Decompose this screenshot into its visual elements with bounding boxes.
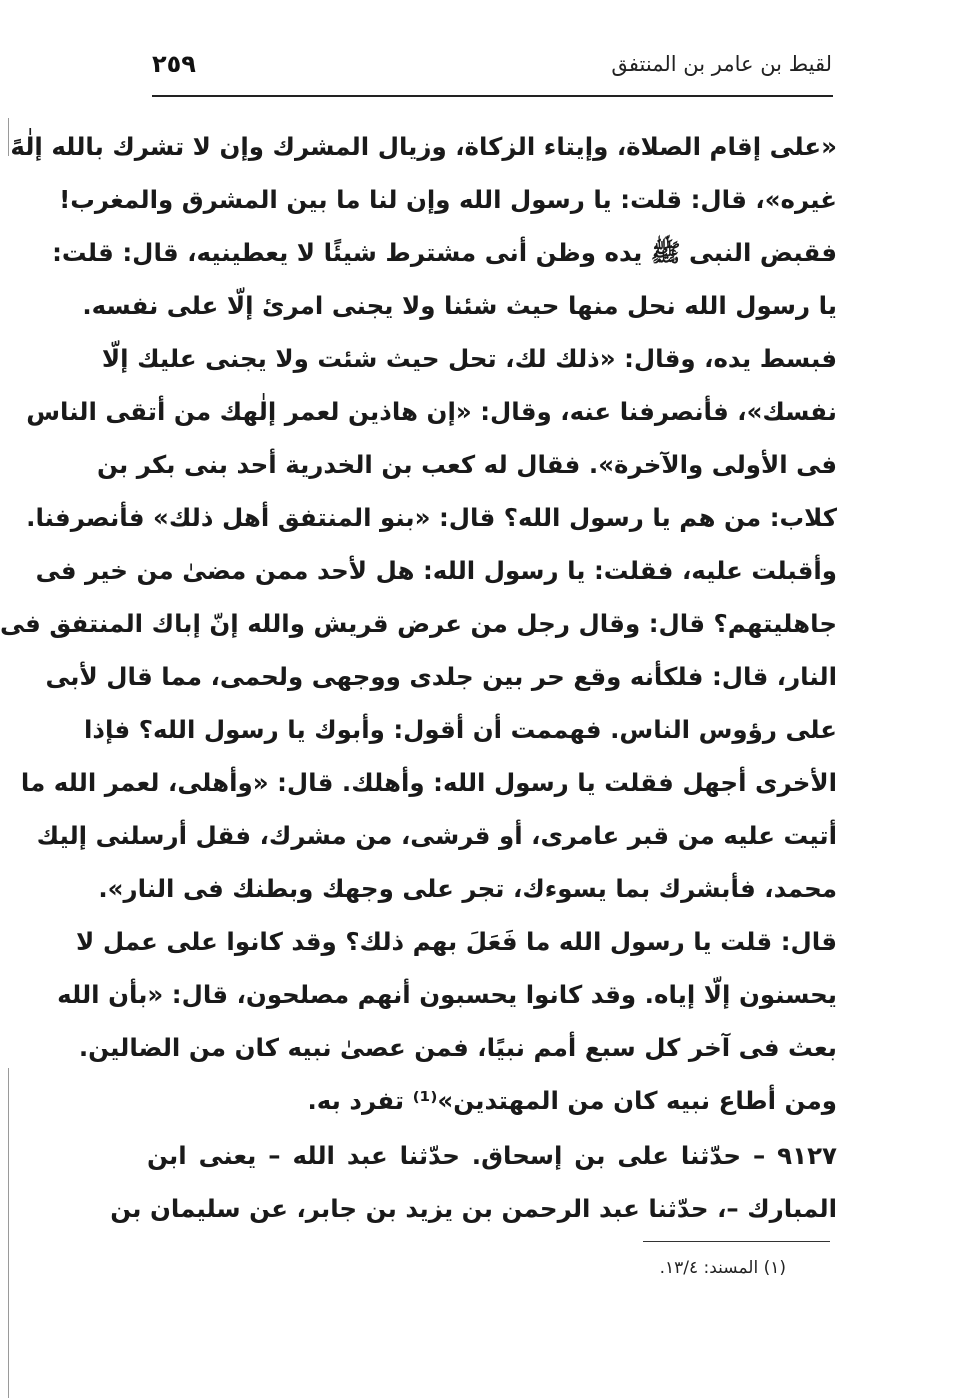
page-number: ٢٥٩ <box>152 50 196 78</box>
text-line: «على إقام الصلاة، وإيتاء الزكاة، وزيال المشرك وإن لا تشرك بالله إلٰهً <box>10 132 837 161</box>
text-line: يا رسول الله نحل منها حيث شئنا ولا يجنى امرئ إلّا على نفسه. <box>82 291 837 320</box>
text-line: ومن أطاع نبيه كان من المهتدين»⁽¹⁾ تفرد به. <box>307 1086 837 1115</box>
hadith-9127-paragraph <box>110 1129 837 1235</box>
running-title: لقيط بن عامر بن المنتفق <box>611 52 832 76</box>
text-line: غيره»، قال: قلت: يا رسول الله وإن لنا ما بين المشرق والمغرب! <box>59 185 837 214</box>
text-line: فقبض النبى ﷺ يده وظن أنى مشترط شيئًا لا يعطينيه، قال: قلت: <box>52 238 837 267</box>
header-rule <box>152 95 833 97</box>
paragraph <box>0 120 837 1127</box>
text-line: فبسط يده، وقال: «ذلك لك، تحل حيث شئت ولا يجنى عليك إلّا <box>101 344 837 373</box>
text-line: محمد، فأبشرك بما يسوءك، تجر على وجهك وبطنك فى النار». <box>98 874 837 903</box>
text-line: الأخرى أجهل فقلت يا رسول الله: وأهلك. قال: «وأهلى، لعمر الله ما <box>20 768 837 797</box>
text-line: يحسنون إلّا إياه. وقد كانوا يحسبون أنهم مصلحون، قال: «بأن الله <box>57 980 837 1009</box>
scan-margin-line <box>8 118 9 156</box>
text-line: وأقبلت عليه، فقلت: يا رسول الله: هل لأحد ممن مضىٰ من خير فى <box>35 556 837 585</box>
body-text <box>0 120 837 1235</box>
footnote-rule <box>643 1241 830 1242</box>
text-line: ٩١٢٧ – حدّثنا على بن إسحاق. حدّثنا عبد الله – يعنى ابن <box>147 1141 837 1170</box>
text-line: بعث فى آخر كل سبع أمم نبيًا، فمن عصىٰ نبيه كان من الضالين. <box>78 1033 837 1062</box>
text-line: كلاب: من هم يا رسول الله؟ قال: «بنو المنتفق أهل ذلك» فأنصرفنا. <box>26 503 837 532</box>
text-line: قال: قلت يا رسول الله ما فَعَلَ بهم ذلك؟ وقد كانوا على عمل لا <box>76 927 837 956</box>
text-line: أتيت عليه من قبر عامرى، أو قرشى، من مشرك، فقل أرسلنى إليك <box>36 821 837 850</box>
text-line: نفسك»، فأنصرفنا عنه، وقال: «إن هاذين لعمر إلٰهك من أتقى الناس <box>26 397 837 426</box>
scan-margin-line <box>8 1068 9 1398</box>
text-line: النار، قال: فلكأنه وقع حر بين جلدى ووجهى ولحمى، مما قال لأبى <box>45 662 837 691</box>
footnote: (١) المسند: ١٣/٤. <box>659 1258 786 1278</box>
text-line: فى الأولى والآخرة». فقال له كعب بن الخدرية أحد بنى بكر بن <box>96 450 837 479</box>
text-line: على رؤوس الناس. فهممت أن أقول: وأبوك يا رسول الله؟ فإذا <box>83 715 837 744</box>
text-line: المبارك –، حدّثنا عبد الرحمن بن يزيد بن جابر، عن سليمان بن <box>110 1194 837 1223</box>
text-line: جاهليتهم؟ قال: وقال رجل من عرض قريش والله إنّ إباك المنتفق فى <box>0 609 837 638</box>
page-header <box>152 48 832 88</box>
